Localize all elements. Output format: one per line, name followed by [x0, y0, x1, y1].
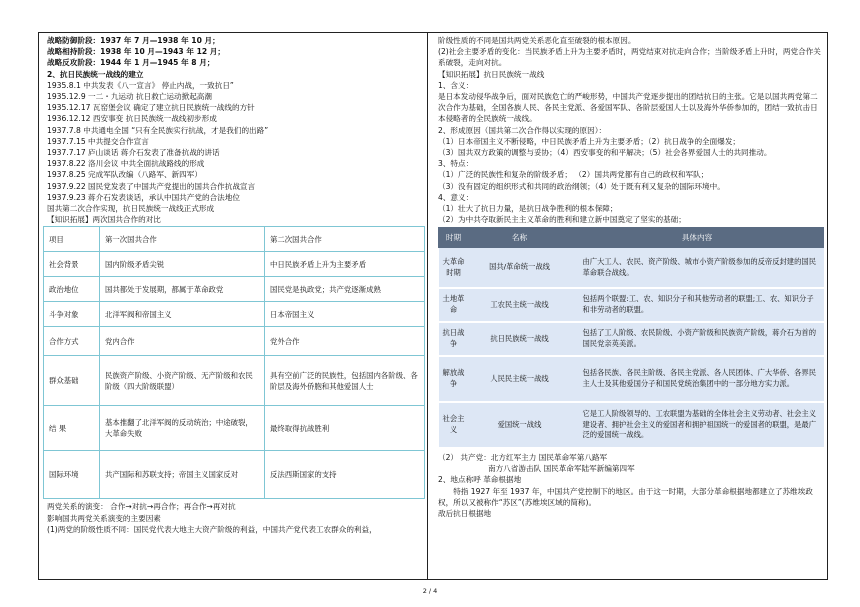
text-line: 影响国共两党关系演变的主要因素: [47, 513, 161, 523]
table-cell: 结 果: [44, 406, 100, 451]
table-cell: 群众基础: [44, 356, 100, 406]
timeline-item: 1937.7.8 中共通电全国 “只有全民族实行抗战，才是我们的出路”: [47, 125, 269, 135]
table-row: [44, 252, 425, 277]
text-paragraph: 是日本发动侵华战争后，面对民族危亡的严峻形势，中国共产党逐步提出的团结抗日的主张。它是以国共两党第二次合作为基础，全国各族人民、各民主党派、各爱国军队、各阶层爱国人士以及海外华侨参加的，团结一致抗击日本侵略者的全民族统一战线。: [438, 92, 818, 124]
text-line: 战略反攻阶段：1944 年 1 月—1945 年 8 月；: [47, 58, 215, 68]
table-row: [44, 277, 425, 302]
table-cell: 由广大工人、农民、资产阶级、城市小资产阶级参加的反帝反封建的国民革命联合战线。: [571, 248, 824, 288]
table-cell: 它是工人阶级领导的、工农联盟为基础的全体社会主义劳动者、社会主义建设者、拥护社会主义的爱国者和拥护祖国统一的爱国者的联盟，是最广泛的爱国统一战线。: [571, 402, 824, 448]
table-row: [44, 451, 425, 499]
table-cell: 第一次国共合作: [100, 227, 265, 252]
subsection-heading: 【知识拓展】两次国共合作的对比: [47, 215, 161, 225]
subsection-heading: 【知识拓展】抗日民族统一战线: [438, 69, 545, 79]
text-line: （2） 共产党：北方红军主力 国民革命军第八路军: [438, 452, 608, 462]
timeline-item: 1937.9.23 蒋介石发表谈话，承认中国共产党的合法地位: [47, 192, 240, 202]
table-header: 名称: [469, 228, 571, 248]
table-cell: 包括各民族、各民主阶级、各民主党派、各人民团体、广大华侨、各界民主人士及其他爱国分子和国民党统治集团中的一部分地方实力派。: [571, 356, 824, 402]
table-cell: 中日民族矛盾上升为主要矛盾: [265, 252, 425, 277]
timeline-item: 1937.9.22 国民党发表了中国共产党提出的国共合作抗战宣言: [47, 181, 256, 191]
table-cell: 国民党是执政党；共产党逐渐成熟: [265, 277, 425, 302]
text-paragraph: 特指 1927 年至 1937 年，中国共产党控制下的地区。由于这一时期，大部分革命根据地都建立了苏维埃政权，所以又被称作“苏区”(苏维埃区域的简称)。: [438, 486, 813, 507]
page-number: 2 / 4: [422, 587, 438, 595]
table-cell: 反法西斯国家的支持: [265, 451, 425, 499]
table-cell: 具有空前广泛的民族性，包括国内各阶级、各阶层及海外侨胞和其他爱国人士: [265, 356, 425, 406]
text-line: （2）为中共夺取新民主主义革命的胜利和建立新中国奠定了坚实的基础；: [438, 215, 686, 225]
table-cell: 日本帝国主义: [265, 302, 425, 327]
table-cell: 国内阶级矛盾尖锐: [100, 252, 265, 277]
table-cell: 基本推翻了北洋军阀的反动统治；中途破裂，大革命失败: [100, 406, 265, 451]
table-row: [44, 406, 425, 451]
text-line: （3）没有固定的组织形式和共同的政治纲领；（4）处于既有利又复杂的国际环境中。: [438, 181, 725, 191]
table-cell: 民族资产阶级、小资产阶级、无产阶级和农民阶级（四大阶级联盟）: [100, 356, 265, 406]
table-cell: 包括两个联盟:工、农、知识分子和其他劳动者的联盟;工、农、知识分子和非劳动者的联盟。: [571, 288, 824, 322]
section-heading: 4、意义：: [438, 192, 474, 202]
table-cell: 项目: [44, 227, 100, 252]
table-cell: 共产国际和苏联支持；帝国主义国家反对: [100, 451, 265, 499]
text-paragraph: (2)社会主要矛盾的变化：当民族矛盾上升为主要矛盾时，两党结束对抗走向合作；当阶级矛盾上升时，两党合作关系破裂，走向对抗。: [438, 47, 821, 68]
timeline-item: 1935.8.1 中共发表《八一宣言》 停止内战，一致抗日”: [47, 80, 234, 90]
table-cell: 土地革命: [439, 288, 469, 322]
right-column: [438, 35, 823, 519]
table-cell: 合作方式: [44, 327, 100, 356]
timeline-item: 1937.7.17 庐山谈话 蒋介石发表了准备抗战的讲话: [47, 148, 220, 158]
table-cell: 社会主义: [439, 402, 469, 448]
text-line: 两党关系的演变： 合作→对抗→再合作；再合作→再对抗: [47, 502, 236, 512]
table-cell: 大革命时期: [439, 248, 469, 288]
united-front-table: [438, 227, 824, 449]
table-row: [439, 402, 824, 448]
text-line: 国共第二次合作实现，抗日民族统一战线正式形成: [47, 204, 215, 214]
table-cell: 国际环境: [44, 451, 100, 499]
text-line: 阶级性质的不同是国共两党关系恶化直至破裂的根本原因。: [438, 36, 636, 45]
table-cell: 社会背景: [44, 252, 100, 277]
table-cell: 国共/革命统一战线: [469, 248, 571, 288]
text-line: 战略防御阶段：1937 年 7 月—1938 年 10 月；: [47, 36, 220, 45]
table-header-row: [439, 228, 824, 248]
table-cell: 解放战争: [439, 356, 469, 402]
timeline-item: 1937.7.15 中共提交合作宣言: [47, 136, 149, 146]
timeline-item: 1935.12.17 瓦窑堡会议 确定了建立抗日民族统一战线的方针: [47, 103, 255, 113]
text-line: 敌后抗日根据地: [438, 508, 492, 518]
table-header: 时期: [439, 228, 469, 248]
table-cell: 政治地位: [44, 277, 100, 302]
table-cell: 第二次国共合作: [265, 227, 425, 252]
text-line: 南方八省游击队 国民革命军陆军新编第四军: [488, 464, 635, 474]
text-line: 战略相持阶段：1938 年 10 月—1943 年 12 月；: [47, 47, 225, 57]
table-row: [44, 302, 425, 327]
text-line: （1）壮大了抗日力量，是抗日战争胜利的根本保障；: [438, 204, 618, 214]
section-heading: 1、含义：: [438, 80, 474, 90]
table-cell: 抗日民族统一战线: [469, 322, 571, 356]
text-line: （3）国共双方政策的调整与妥协；（4）西安事变的和平解决；（5）社会各界爱国人士的共同推动。: [438, 148, 772, 158]
text-line: （1）日本帝国主义不断侵略，中日民族矛盾上升为主要矛盾；（2）抗日战争的全面爆发；: [438, 136, 741, 146]
table-cell: 爱国统一战线: [469, 402, 571, 448]
table-cell: 人民民主统一战线: [469, 356, 571, 402]
table-row: [44, 227, 425, 252]
table-cell: 工农民主统一战线: [469, 288, 571, 322]
timeline-item: 1935.12.9 一二・九运动 抗日救亡运动掀起高潮: [47, 92, 212, 102]
table-cell: 最终取得抗战胜利: [265, 406, 425, 451]
table-row: [439, 248, 824, 288]
timeline-item: 1937.8.22 洛川会议 中共全面抗战路线的形成: [47, 159, 205, 169]
table-cell: 党外合作: [265, 327, 425, 356]
table-row: [439, 322, 824, 356]
table-cell: 包括了工人阶级、农民阶级、小资产阶级和民族资产阶级，蒋介石为首的国民党亲英美派。: [571, 322, 824, 356]
section-heading: 2、形成原因（国共第二次合作得以实现的原因）：: [438, 125, 607, 135]
timeline-item: 1937.8.25 完成军队改编（八路军、新四军）: [47, 170, 202, 180]
table-cell: 国共都处于发展期，都属于革命政党: [100, 277, 265, 302]
column-divider: [427, 32, 428, 580]
table-row: [439, 356, 824, 402]
section-heading: 2、地点称呼 革命根据地: [438, 475, 522, 485]
section-heading: 2、抗日民族统一战线的建立: [47, 69, 144, 79]
table-cell: 党内合作: [100, 327, 265, 356]
table-row: [439, 288, 824, 322]
table-cell: 抗日战争: [439, 322, 469, 356]
table-cell: 斗争对象: [44, 302, 100, 327]
left-column: [47, 35, 423, 535]
section-heading: 3、特点：: [438, 159, 474, 169]
table-cell: 北洋军阀和帝国主义: [100, 302, 265, 327]
table-row: [44, 327, 425, 356]
text-line: （1）广泛的民族性和复杂的阶级矛盾； （2）国共两党都有自己的政权和军队；: [438, 170, 709, 180]
timeline-item: 1936.12.12 西安事变 抗日民族统一战线初步形成: [47, 114, 217, 124]
table-row: [44, 356, 425, 406]
comparison-table: [43, 226, 425, 499]
text-line: (1)两党的阶级性质不同：国民党代表大地主大资产阶级的利益，中国共产党代表工农群众的利益，: [47, 524, 377, 534]
table-header: 具体内容: [571, 228, 824, 248]
